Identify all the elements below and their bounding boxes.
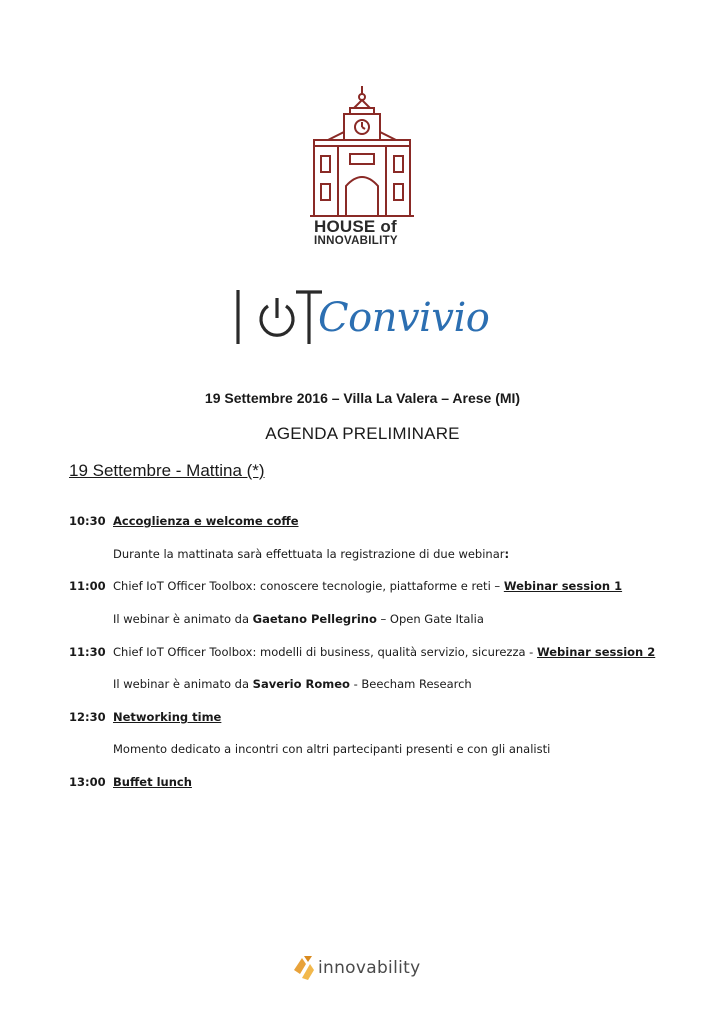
agenda-time: 11:30 — [69, 645, 106, 659]
iot-logo-word: Convivio — [318, 295, 490, 341]
agenda-time: 11:00 — [69, 579, 106, 593]
house-logo-word: HOUSE — [314, 217, 376, 236]
speaker-name: Gaetano Pellegrino — [252, 612, 377, 626]
event-subtitle: 19 Settembre 2016 – Villa La Valera – Arese (MI) — [204, 390, 521, 406]
agenda-text: Chief IoT Officer Toolbox: modelli di business, qualità servizio, sicurezza - — [113, 645, 537, 659]
agenda-time: 10:30 — [69, 514, 106, 528]
agenda-note-text: Durante la mattinata sarà effettuata la registrazione di due webinar — [113, 547, 505, 561]
agenda-note-text: Momento dedicato a incontri con altri partecipanti presenti e con gli analisti — [113, 742, 551, 756]
speaker-prefix: Il webinar è animato da — [113, 677, 253, 691]
house-logo-of: of — [380, 217, 397, 236]
house-logo-innovability: INNOVABILITY — [314, 235, 398, 247]
agenda-title: Networking time — [113, 710, 222, 724]
house-logo-text — [314, 218, 414, 248]
webinar-session-link[interactable]: Webinar session 2 — [536, 645, 656, 659]
webinar-session-link[interactable]: Webinar session 1 — [503, 579, 623, 593]
agenda-note-colon: : — [504, 547, 510, 561]
agenda-text: Chief IoT Officer Toolbox: conoscere tecnologie, piattaforme e reti – — [113, 579, 504, 593]
speaker-company: – Open Gate Italia — [376, 612, 484, 626]
speaker-name: Saverio Romeo — [252, 677, 350, 691]
speaker-company: - Beecham Research — [349, 677, 472, 691]
agenda-title: AGENDA PRELIMINARE — [265, 424, 460, 443]
speaker-prefix: Il webinar è animato da — [113, 612, 253, 626]
section-title: 19 Settembre - Mattina (*) — [69, 461, 265, 480]
agenda-time: 12:30 — [69, 710, 106, 724]
footer-logo-word: innovability — [318, 958, 421, 978]
agenda-title: Buffet lunch — [113, 775, 192, 789]
agenda-title: Accoglienza e welcome coffe — [113, 514, 299, 528]
agenda-time: 13:00 — [69, 775, 106, 789]
